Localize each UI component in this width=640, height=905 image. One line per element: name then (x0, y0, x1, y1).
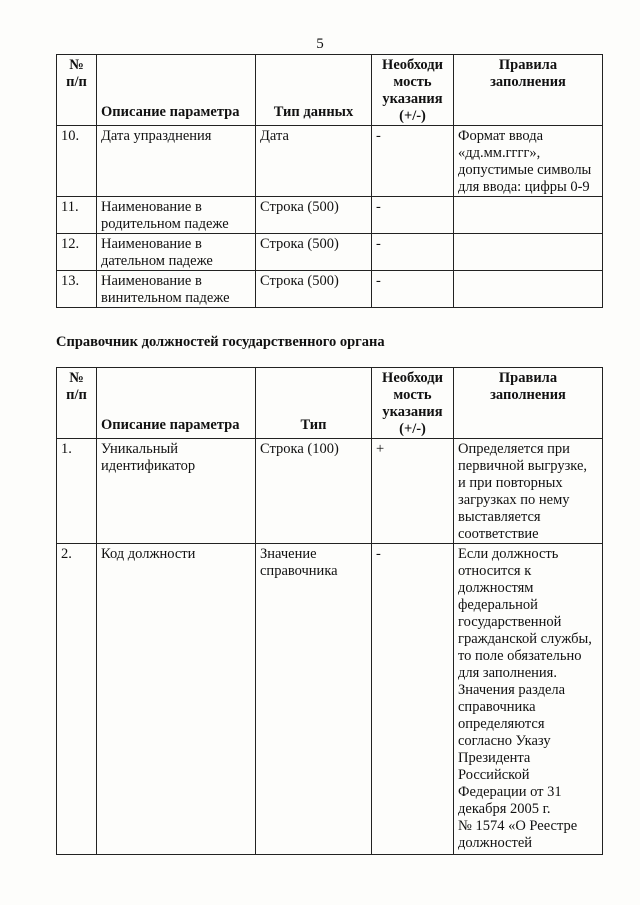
section-title: Справочник должностей государственного органа (56, 334, 385, 350)
cell-type: Строка (500) (256, 234, 372, 271)
cell-rules (454, 197, 603, 234)
header-number: № п/п (57, 368, 97, 439)
header-number: № п/п (57, 55, 97, 126)
cell-rules: Если должность относится к должностям федеральной государственной гражданской службы, то поле обязательно для заполнения. Значения раздела справочника определяются согласно Указу Президента Российской Федерации от 31 декабря 2005 г. № 1574 «О Реестре должностей (454, 544, 603, 855)
header-data-type: Тип данных (256, 55, 372, 126)
cell-number: 13. (57, 271, 97, 308)
page-number: 5 (316, 36, 324, 52)
header-description: Описание параметра (97, 55, 256, 126)
cell-rules (454, 234, 603, 271)
table-row (57, 271, 603, 308)
cell-description: Наименование в винительном падеже (97, 271, 256, 308)
cell-required: + (372, 439, 454, 544)
cell-rules: Определяется при первичной выгрузке, и при повторных загрузках по нему выставляется соответствие (454, 439, 603, 544)
cell-required: - (372, 271, 454, 308)
cell-number: 2. (57, 544, 97, 855)
cell-rules (454, 271, 603, 308)
table-header-row (57, 368, 603, 439)
cell-rules: Формат ввода «дд.мм.гггг», допустимые символы для ввода: цифры 0-9 (454, 126, 603, 197)
cell-number: 11. (57, 197, 97, 234)
cell-description: Дата упразднения (97, 126, 256, 197)
cell-description: Уникальный идентификатор (97, 439, 256, 544)
header-description: Описание параметра (97, 368, 256, 439)
table-row (57, 197, 603, 234)
cell-description: Код должности (97, 544, 256, 855)
table-row (57, 234, 603, 271)
cell-description: Наименование в дательном падеже (97, 234, 256, 271)
table-header-row (57, 55, 603, 126)
cell-required: - (372, 234, 454, 271)
cell-description: Наименование в родительном падеже (97, 197, 256, 234)
cell-number: 12. (57, 234, 97, 271)
header-type: Тип (256, 368, 372, 439)
header-required: Необходи мость указания (+/-) (372, 55, 454, 126)
cell-required: - (372, 126, 454, 197)
cell-type: Значение справочника (256, 544, 372, 855)
table-row (57, 544, 603, 855)
header-fill-rules: Правила заполнения (454, 55, 603, 126)
cell-number: 1. (57, 439, 97, 544)
header-required: Необходи мость указания (+/-) (372, 368, 454, 439)
table-row (57, 439, 603, 544)
parameters-table-continued (56, 54, 603, 308)
cell-number: 10. (57, 126, 97, 197)
positions-directory-table (56, 367, 603, 855)
cell-type: Строка (500) (256, 271, 372, 308)
table-row (57, 126, 603, 197)
cell-required: - (372, 544, 454, 855)
cell-required: - (372, 197, 454, 234)
cell-type: Строка (500) (256, 197, 372, 234)
header-fill-rules: Правила заполнения (454, 368, 603, 439)
cell-type: Дата (256, 126, 372, 197)
cell-type: Строка (100) (256, 439, 372, 544)
